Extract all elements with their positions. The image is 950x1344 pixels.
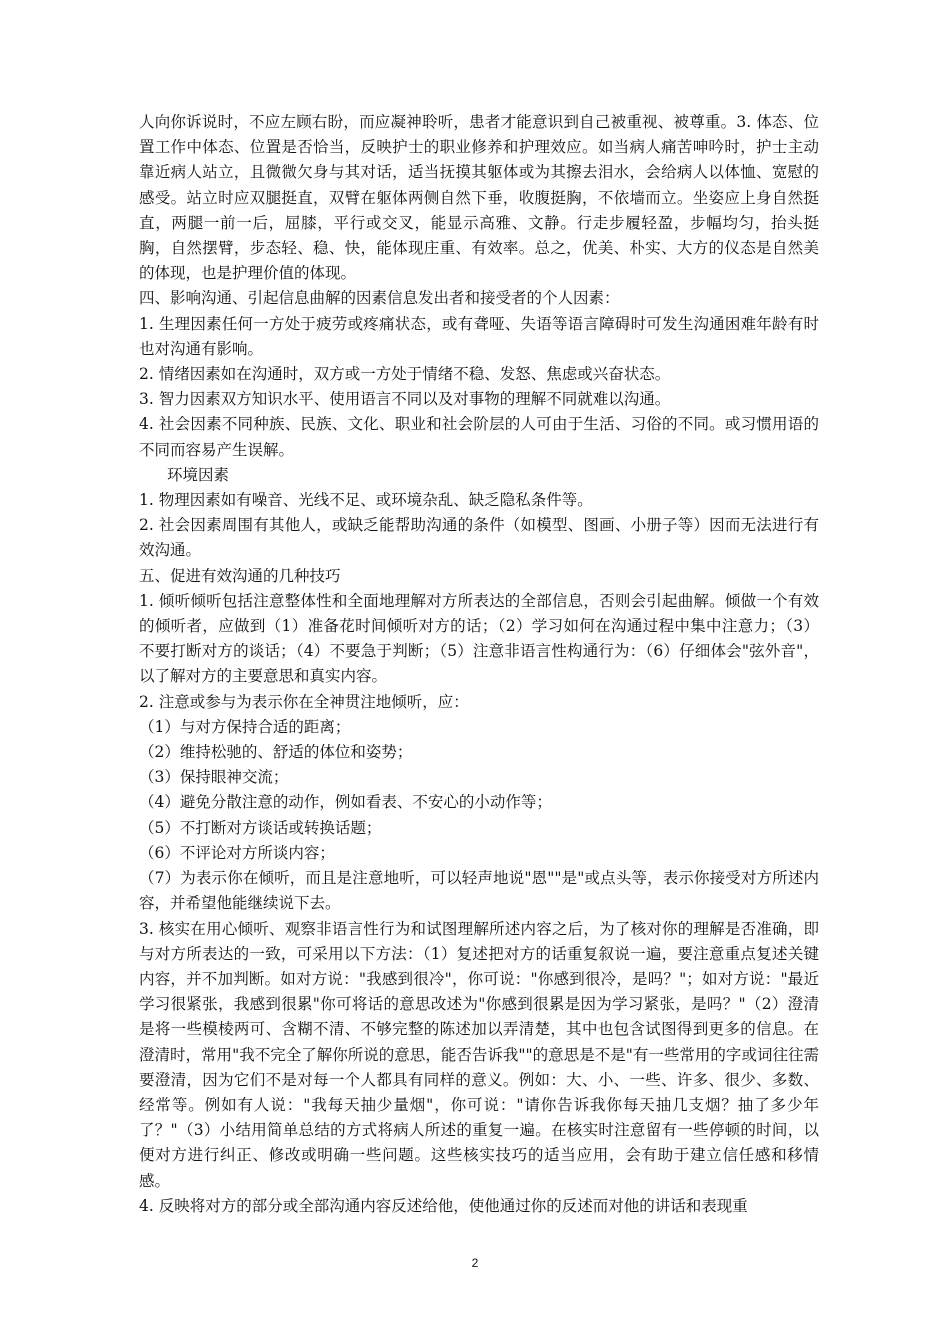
sub-list-item: （5）不打断对方谈话或转换话题；	[139, 818, 382, 837]
list-item: 4. 社会因素不同种族、民族、文化、职业和社会阶层的人可由于生活、习俗的不同。或习惯用语的不同而容易产生误解。	[139, 415, 819, 459]
sub-list-item: （7）为表示你在倾听，而且是注意地听，可以轻声地说"恩""是"或点头等，表示你接受对方所述内容，并希望他能继续说下去。	[139, 869, 819, 913]
sub-list-item: （2）维持松驰的、舒适的体位和姿势；	[139, 743, 413, 762]
sub-list-item: （4）避免分散注意的动作，例如看表、不安心的小动作等；	[139, 793, 552, 812]
document-body	[139, 110, 819, 1219]
list-item: 1. 物理因素如有噪音、光线不足、或环境杂乱、缺乏隐私条件等。	[139, 491, 593, 510]
list-item: 3. 智力因素双方知识水平、使用语言不同以及对事物的理解不同就难以沟通。	[139, 390, 671, 409]
sub-list-item: （6）不评论对方所谈内容；	[139, 843, 335, 862]
section-heading: 四、影响沟通、引起信息曲解的因素信息发出者和接受者的个人因素：	[139, 289, 620, 308]
list-item: 3. 核实在用心倾听、观察非语言性行为和试图理解所述内容之后，为了核对你的理解是否准确，即与对方所表达的一致，可采用以下方法：（1）复述把对方的话重复叙说一遍，要注意重点复述关键内容，并不加判断。如对方说："我感到很冷"，你可说："你感到很冷，是吗？"；如对方说："最近学习很紧张，我感到很累"你可将话的意思改述为"你感到很累是因为学习紧张，是吗？"（2）澄清是将一些模棱两可、含糊不清、不够完整的陈述加以弄清楚，其中也包含试图得到更多的信息。在澄清时，常用"我不完全了解你所说的意思，能否告诉我""的意思是不是"有一些常用的字或词往往需要澄清，因为它们不是对每一个人都具有同样的意义。例如：大、小、一些、许多、很少、多数、经常等。例如有人说："我每天抽少量烟"，你可说："请你告诉我你每天抽几支烟？抽了多少年了？"（3）小结用简单总结的方式将病人所述的重复一遍。在核实时注意留有一些停顿的时间，以便对方进行纠正、修改或明确一些问题。这些核实技巧的适当应用，会有助于建立信任感和移情感。	[139, 919, 819, 1190]
list-item: 1. 倾听倾听包括注意整体性和全面地理解对方所表达的全部信息，否则会引起曲解。倾做一个有效的倾听者，应做到（1）准备花时间倾听对方的话；（2）学习如何在沟通过程中集中注意力；（3）不要打断对方的谈话；（4）不要急于判断；（5）注意非语言性构通行为：（6）仔细体会"弦外音"，以了解对方的主要意思和真实内容。	[139, 591, 819, 686]
list-item: 1. 生理因素任何一方处于疲劳或疼痛状态，或有聋哑、失语等语言障碍时可发生沟通困难年龄有时也对沟通有影响。	[139, 314, 819, 358]
sub-list-item: （3）保持眼神交流；	[139, 768, 289, 787]
list-item: 2. 情绪因素如在沟通时，双方或一方处于情绪不稳、发怒、焦虑或兴奋状态。	[139, 365, 671, 384]
list-item: 2. 社会因素周围有其他人，或缺乏能帮助沟通的条件（如模型、图画、小册子等）因而无法进行有效沟通。	[139, 516, 819, 560]
list-item: 2. 注意或参与为表示你在全神贯注地倾听，应：	[139, 692, 469, 711]
sub-list-item: （1）与对方保持合适的距离；	[139, 717, 351, 736]
subheading: 环境因素	[167, 465, 230, 484]
paragraph: 人向你诉说时，不应左顾右盼，而应凝神聆听，患者才能意识到自己被重视、被尊重。3. 体态、位置工作中体态、位置是否恰当，反映护士的职业修养和护理效应。如当病人痛苦呻吟时，护士主动靠近病人站立，且微微欠身与其对话，适当抚摸其躯体或为其擦去泪水，会给病人以体恤、宽慰的感受。站立时应双腿挺直，双臂在躯体两侧自然下垂，收腹挺胸，不依墙而立。坐姿应上身自然挺直，两腿一前一后，屈膝，平行或交叉，能显示高雅、文静。行走步履轻盈，步幅均匀，抬头挺胸，自然摆臂，步态轻、稳、快，能体现庄重、有效率。总之，优美、朴实、大方的仪态是自然美的体现，也是护理价值的体现。	[139, 113, 819, 283]
list-item: 4. 反映将对方的部分或全部沟通内容反述给他，使他通过你的反述而对他的讲话和表现重	[139, 1196, 748, 1215]
section-heading: 五、促进有效沟通的几种技巧	[139, 566, 341, 585]
page-number: 2	[471, 1256, 479, 1270]
